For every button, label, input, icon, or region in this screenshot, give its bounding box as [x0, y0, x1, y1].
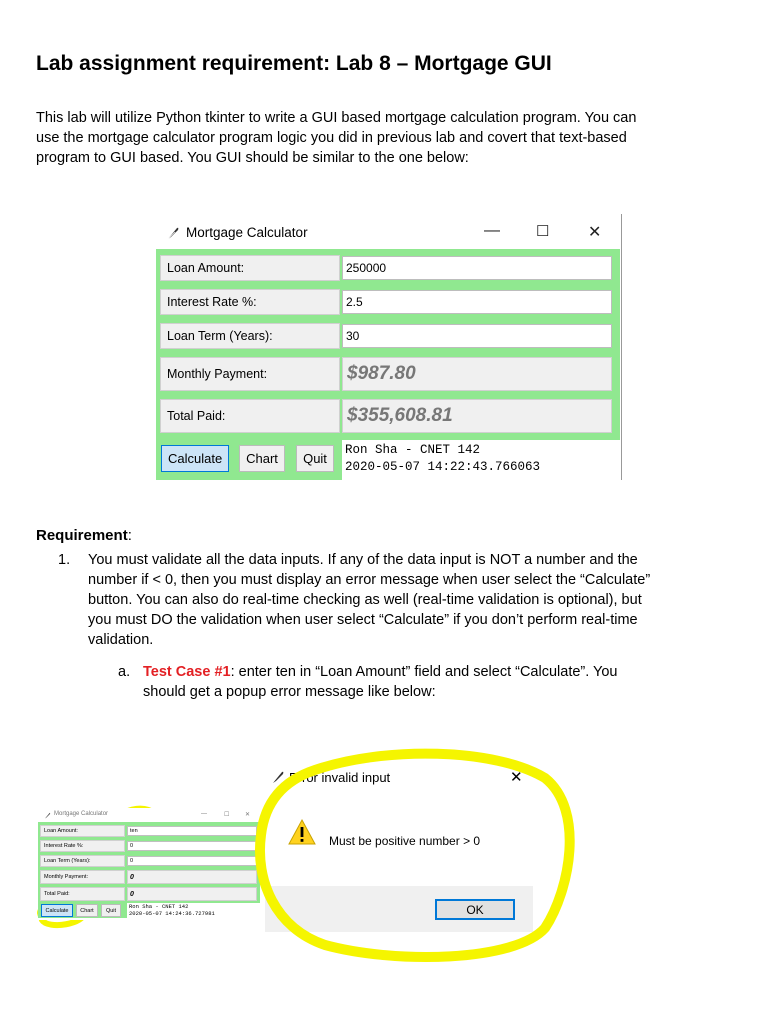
error-dialog-title: Error invalid input — [289, 770, 391, 785]
small-loan-term-input[interactable] — [127, 856, 257, 866]
loan-term-label: Loan Term (Years): — [160, 323, 340, 349]
small-quit-button[interactable]: Quit — [101, 904, 121, 917]
list-letter: a. — [118, 664, 131, 680]
intro-line: This lab will utilize Python tkinter to write a GUI based mortgage calculation program. You can — [36, 110, 637, 126]
calculate-button[interactable]: Calculate — [161, 445, 229, 472]
small-minimize-button[interactable]: — — [201, 811, 207, 817]
feather-icon — [166, 226, 180, 240]
requirement-line: you must DO the validation when user select “Calculate” if you don’t perform real-time — [88, 612, 638, 628]
total-paid-value: $355,608.81 — [342, 399, 612, 433]
author-footer — [342, 440, 620, 480]
small-window-title: Mortgage Calculator — [54, 811, 109, 817]
quit-button[interactable]: Quit — [296, 445, 334, 472]
close-button[interactable]: ✕ — [588, 224, 602, 241]
small-loan-term-label: Loan Term (Years): — [40, 855, 125, 867]
monthly-payment-label: Monthly Payment: — [160, 357, 340, 391]
error-dialog-close[interactable]: ✕ — [510, 769, 523, 786]
highlight-circle-dialog — [245, 740, 575, 965]
minimize-button[interactable]: — — [484, 222, 500, 239]
small-window-body — [38, 822, 260, 918]
intro-paragraph — [36, 108, 746, 168]
intro-line: program to GUI based. You GUI should be similar to the one below: — [36, 150, 469, 166]
small-interest-rate-label: Interest Rate %: — [40, 840, 125, 852]
requirement-line: You must validate all the data inputs. If any of the data input is NOT a number and the — [88, 552, 638, 568]
small-loan-amount-label: Loan Amount: — [40, 825, 125, 837]
small-monthly-payment-value: 0 — [127, 870, 257, 884]
error-message: Must be positive number > 0 — [329, 834, 481, 848]
window-titlebar — [156, 218, 622, 248]
interest-rate-label: Interest Rate %: — [160, 289, 340, 315]
small-chart-button[interactable]: Chart — [76, 904, 98, 917]
small-total-paid-label: Total Paid: — [40, 887, 125, 901]
window-body — [156, 249, 620, 480]
ok-button[interactable]: OK — [435, 899, 515, 920]
loan-amount-input[interactable] — [342, 256, 612, 280]
test-case-label: Test Case #1 — [143, 664, 231, 680]
page-title: Lab assignment requirement: Lab 8 – Mortgage GUI — [36, 52, 552, 75]
chart-button[interactable]: Chart — [239, 445, 285, 472]
feather-icon — [44, 812, 51, 819]
small-interest-rate-input[interactable] — [127, 841, 257, 851]
mortgage-calculator-window — [156, 218, 622, 480]
maximize-button[interactable]: ☐ — [536, 223, 550, 240]
small-calculate-button[interactable]: Calculate — [41, 904, 73, 917]
list-number: 1. — [58, 552, 71, 568]
requirement-heading: Requirement: — [36, 527, 132, 544]
small-author-footer: Ron Sha - CNET 142 2020-05-07 14:24:36.727981 — [127, 903, 260, 918]
timestamp-line: 2020-05-07 14:22:43.766063 — [345, 460, 541, 474]
loan-term-input[interactable] — [342, 324, 612, 348]
small-loan-amount-input[interactable] — [127, 826, 257, 836]
loan-amount-label: Loan Amount: — [160, 255, 340, 281]
requirement-line: validation. — [88, 632, 154, 648]
author-line: Ron Sha - CNET 142 — [345, 443, 481, 457]
total-paid-label: Total Paid: — [160, 399, 340, 433]
small-close-button[interactable]: ✕ — [245, 812, 251, 818]
test-case-line: should get a popup error message like below: — [143, 684, 436, 700]
requirement-line: button. You can also do real-time checking as well (real-time validation is optional), but — [88, 592, 642, 608]
small-calculator-window — [38, 808, 263, 920]
interest-rate-input[interactable] — [342, 290, 612, 314]
monthly-payment-value: $987.80 — [342, 357, 612, 391]
small-monthly-payment-label: Monthly Payment: — [40, 870, 125, 884]
small-total-paid-value: 0 — [127, 887, 257, 901]
intro-line: use the mortgage calculator program logic you did in previous lab and covert that text-based — [36, 130, 627, 146]
small-maximize-button[interactable]: ☐ — [224, 812, 230, 818]
window-title: Mortgage Calculator — [186, 225, 308, 240]
requirement-line: number if < 0, then you must display an error message when user select the “Calculate” — [88, 572, 651, 588]
